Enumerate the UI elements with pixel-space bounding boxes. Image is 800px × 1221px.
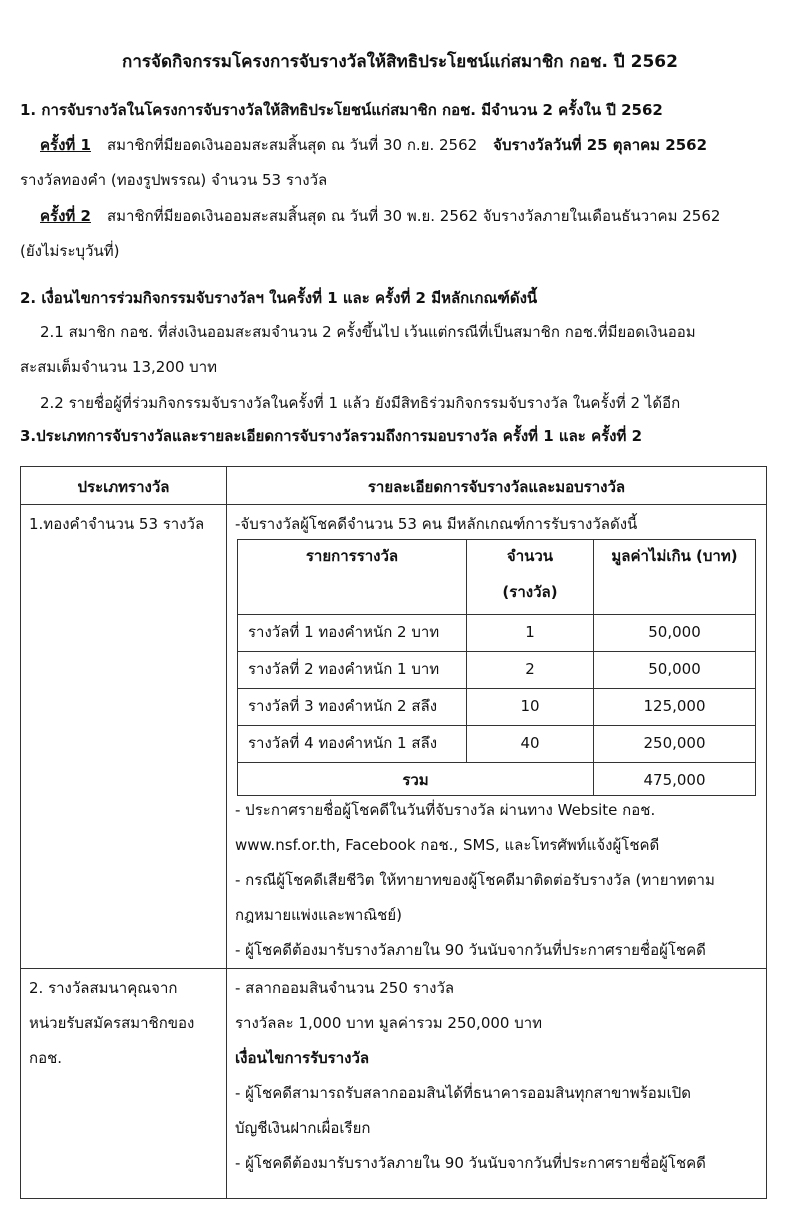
round2-label: ครั้งที่ 2 (40, 207, 91, 225)
prize-table-header-qty: จำนวน (506, 547, 554, 565)
prize-details-table (20, 466, 767, 1199)
row1-note-5: - ผู้โชคดีต้องมารับรางวัลภายใน 90 วันนับจากวันที่ประกาศรายชื่อผู้โชคดี (235, 941, 706, 959)
prize-table-header-item: รายการรางวัล (305, 547, 399, 565)
row2-condition-1: - ผู้โชคดีสามารถรับสลากออมสินได้ที่ธนาคารออมสินทุกสาขาพร้อมเปิด (235, 1084, 692, 1102)
prize-row-1-value: 50,000 (648, 623, 701, 641)
row2-conditions-heading: เงื่อนไขการรับรางวัล (235, 1049, 370, 1067)
prize-row-2-item: รางวัลที่ 2 ทองคำหนัก 1 บาท (248, 660, 440, 678)
prize-row-1-item: รางวัลที่ 1 ทองคำหนัก 2 บาท (248, 623, 440, 641)
document-title: การจัดกิจกรรมโครงการจับรางวัลให้สิทธิประโยชน์แก่สมาชิก กอช. ปี 2562 (122, 52, 678, 72)
row1-intro: -จับรางวัลผู้โชคดีจำนวน 53 คน มีหลักเกณฑ์การรับรางวัลดังนี้ (235, 515, 638, 533)
round2-line (40, 204, 720, 228)
prize-table-row-divider (238, 762, 755, 763)
round2-note: (ยังไม่ระบุวันที่) (20, 242, 120, 260)
row1-note-2: www.nsf.or.th, Facebook กอช., SMS, และโทรศัพท์แจ้งผู้โชคดี (235, 836, 660, 854)
round1-text: สมาชิกที่มียอดเงินออมสะสมสิ้นสุด ณ วันที่ 30 ก.ย. 2562 (106, 136, 478, 154)
row1-note-4: กฎหมายแพ่งและพาณิชย์) (235, 906, 402, 924)
gold-prize-table (237, 539, 756, 796)
section1-heading: 1. การจับรางวัลในโครงการจับรางวัลให้สิทธิประโยชน์แก่สมาชิก กอช. มีจำนวน 2 ครั้งใน ปี 2562 (20, 101, 663, 119)
prize-row-3-value: 125,000 (643, 697, 706, 715)
round2-text: สมาชิกที่มียอดเงินออมสะสมสิ้นสุด ณ วันที่ 30 พ.ย. 2562 จับรางวัลภายในเดือนธันวาคม 2562 (106, 207, 721, 225)
section2-item2: 2.2 รายชื่อผู้ที่ร่วมกิจกรรมจับรางวัลในครั้งที่ 1 แล้ว ยังมีสิทธิร่วมกิจกรรมจับรางวัล ในครั้งที่ 2 ได้อีก (40, 394, 681, 412)
section3-heading: 3.ประเภทการจับรางวัลและรายละเอียดการจับรางวัลรวมถึงการมอบรางวัล ครั้งที่ 1 และ ครั้งที่ 2 (20, 427, 643, 445)
prize-table-header-value: มูลค่าไม่เกิน (บาท) (611, 547, 738, 565)
prize-table-row-divider (238, 614, 755, 615)
row1-prize-type: 1.ทองคำจำนวน 53 รางวัล (29, 515, 205, 533)
prize-row-1-qty: 1 (525, 623, 535, 641)
section2-heading: 2. เงื่อนไขการร่วมกิจกรรมจับรางวัลฯ ในครั้งที่ 1 และ ครั้งที่ 2 มีหลักเกณฑ์ดังนี้ (20, 289, 538, 307)
table-column-divider (226, 467, 227, 1198)
row2-line-2: รางวัลละ 1,000 บาท มูลค่ารวม 250,000 บาท (235, 1014, 543, 1032)
prize-row-2-qty: 2 (525, 660, 535, 678)
col-header-details: รายละเอียดการจับรางวัลและมอบรางวัล (367, 478, 626, 496)
row1-note-1: - ประกาศรายชื่อผู้โชคดีในวันที่จับรางวัล ผ่านทาง Website กอช. (235, 801, 656, 819)
round1-date: จับรางวัลวันที่ 25 ตุลาคม 2562 (493, 136, 708, 154)
row2-condition-3: - ผู้โชคดีต้องมารับรางวัลภายใน 90 วันนับจากวันที่ประกาศรายชื่อผู้โชคดี (235, 1154, 706, 1172)
table-header-divider (21, 504, 766, 505)
prize-row-4-qty: 40 (520, 734, 540, 752)
section2-item1-line1: 2.1 สมาชิก กอช. ที่ส่งเงินออมสะสมจำนวน 2 ครั้งขึ้นไป เว้นแต่กรณีที่เป็นสมาชิก กอช.ที่มียอดเงินออม (40, 323, 696, 341)
round1-prize: รางวัลทองคำ (ทองรูปพรรณ) จำนวน 53 รางวัล (20, 171, 328, 189)
row2-prize-type-line1: 2. รางวัลสมนาคุณจาก (29, 979, 178, 997)
round1-line (40, 133, 707, 157)
prize-table-header-qty-unit: (รางวัล) (502, 583, 558, 601)
prize-total-label: รวม (402, 771, 429, 789)
row2-prize-type-line2: หน่วยรับสมัครสมาชิกของ (29, 1014, 195, 1032)
prize-total-value: 475,000 (643, 771, 706, 789)
row2-condition-2: บัญชีเงินฝากเผื่อเรียก (235, 1119, 371, 1137)
row2-line-1: - สลากออมสินจำนวน 250 รางวัล (235, 979, 455, 997)
prize-row-4-item: รางวัลที่ 4 ทองคำหนัก 1 สลึง (248, 734, 438, 752)
prize-row-3-item: รางวัลที่ 3 ทองคำหนัก 2 สลึง (248, 697, 438, 715)
prize-table-row-divider (238, 725, 755, 726)
row2-prize-type-line3: กอช. (29, 1049, 63, 1067)
prize-row-3-qty: 10 (520, 697, 540, 715)
prize-row-4-value: 250,000 (643, 734, 706, 752)
section2-item1-line2: สะสมเต็มจำนวน 13,200 บาท (20, 358, 218, 376)
prize-row-2-value: 50,000 (648, 660, 701, 678)
col-header-prize-type: ประเภทรางวัล (77, 478, 170, 496)
table-row-divider (21, 968, 766, 969)
row1-note-3: - กรณีผู้โชคดีเสียชีวิต ให้ทายาทของผู้โชคดีมาติดต่อรับรางวัล (ทายาทตาม (235, 871, 715, 889)
prize-table-row-divider (238, 688, 755, 689)
prize-table-row-divider (238, 651, 755, 652)
round1-label: ครั้งที่ 1 (40, 136, 91, 154)
